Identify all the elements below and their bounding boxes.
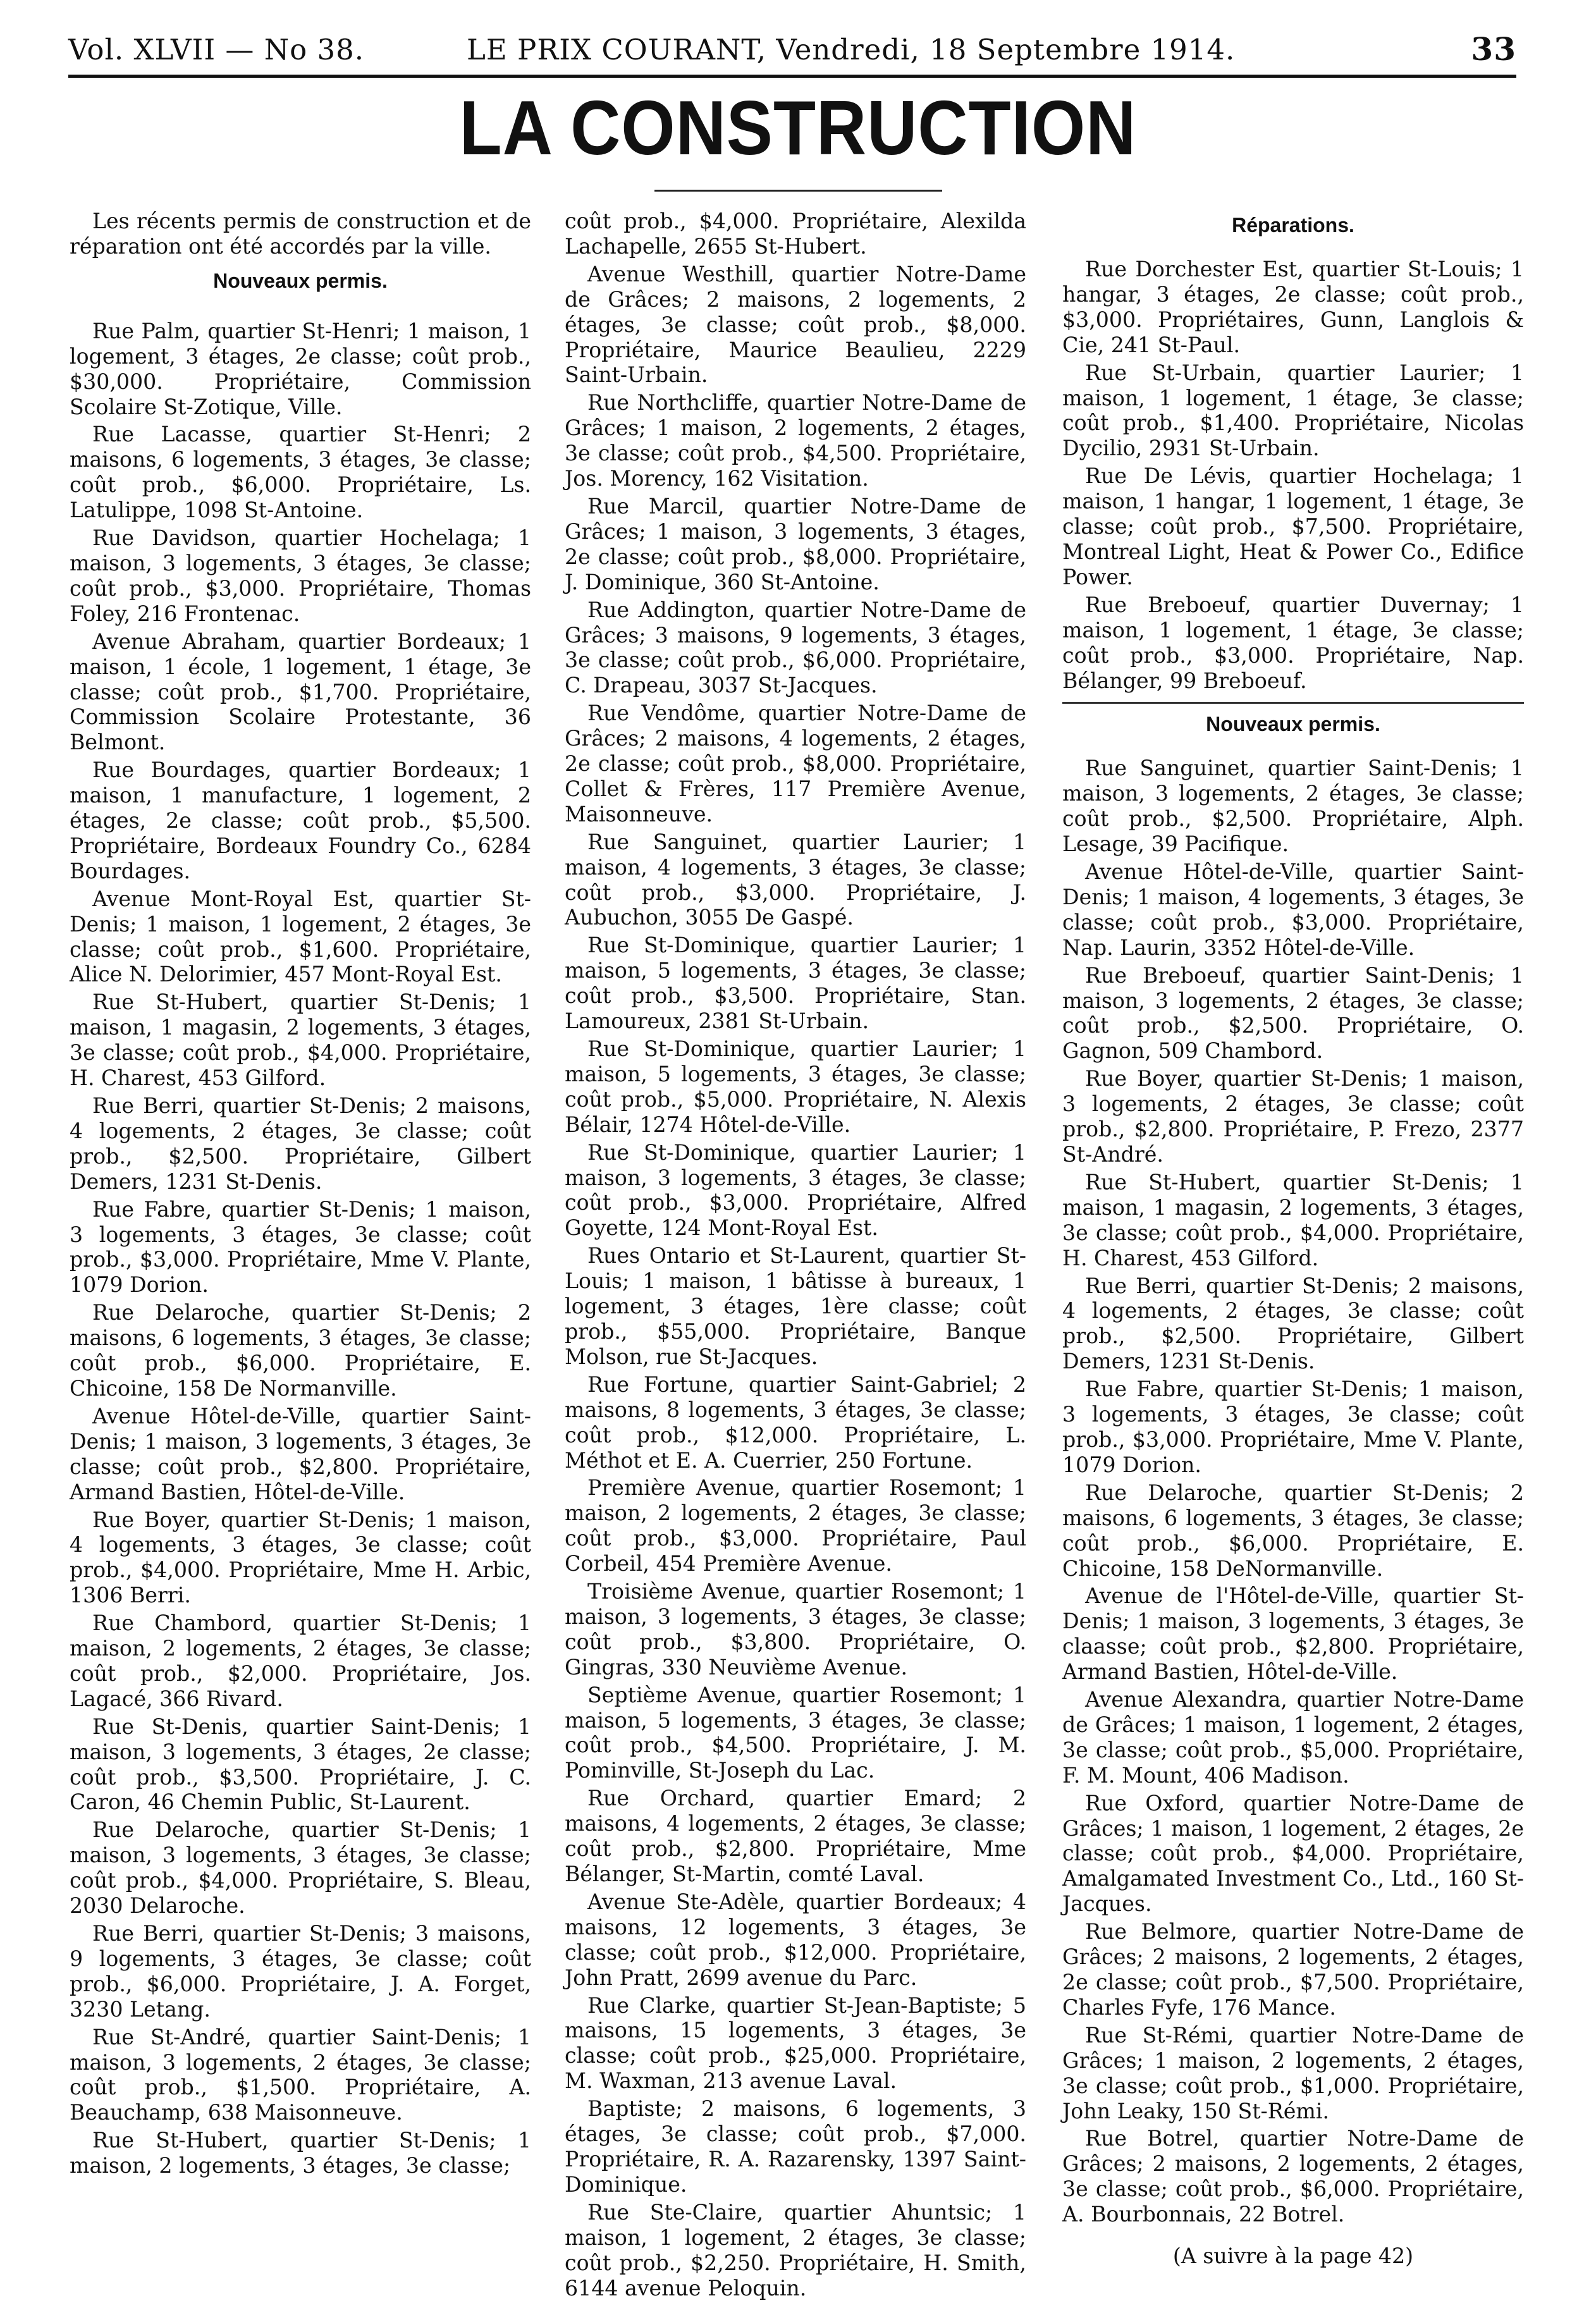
permit-entry: Rue Berri, quartier St-Denis; 3 maisons, 9 logements, 3 étages, 3e classe; coût prob., $6,000. Propriétaire, J. A. Forget, 3230 Letang. bbox=[70, 1921, 531, 2022]
permit-entry: Rue Lacasse, quartier St-Henri; 2 maisons, 6 logements, 3 étages, 3e classe; coût prob., $6,000. Propriétaire, Ls. Latulippe, 1098 St-Antoine. bbox=[70, 422, 531, 523]
permit-list bbox=[1062, 756, 1524, 2227]
publication-date: LE PRIX COURANT, Vendredi, 18 Septembre 1914. bbox=[467, 33, 1236, 66]
permit-entry: Rue Delaroche, quartier St-Denis; 1 maison, 3 logements, 3 étages, 3e classe; coût prob., $4,000. Propriétaire, S. Bleau, 2030 Delaroche. bbox=[70, 1817, 531, 1919]
permit-entry: Rue Fabre, quartier St-Denis; 1 maison, 3 logements, 3 étages, 3e classe; coût prob., $3,000. Propriétaire, Mme V. Plante, 1079 Dorion. bbox=[1062, 1377, 1524, 1477]
permit-entry: Avenue Ste-Adèle, quartier Bordeaux; 4 maisons, 12 logements, 3 étages, 3e classe; coût prob., $12,000. Propriétaire, John Pratt, 2699 avenue du Parc. bbox=[565, 1889, 1026, 1990]
permit-entry: Rue Fabre, quartier St-Denis; 1 maison, 3 logements, 3 étages, 3e classe; coût prob., $3,000. Propriétaire, Mme V. Plante, 1079 Dorion. bbox=[70, 1196, 531, 1298]
permit-entry: Rue Sanguinet, quartier Saint-Denis; 1 maison, 3 logements, 2 étages, 3e classe; coût prob., $2,500. Propriétaire, Alph. Lesage, 39 Pacifique. bbox=[1062, 756, 1524, 857]
permit-entry: Rue Boyer, quartier St-Denis; 1 maison, 3 logements, 2 étages, 3e classe; coût prob., $2,800. Propriétaire, P. Frezo, 2377 St-André. bbox=[1062, 1066, 1524, 1167]
permit-entry: Rue Davidson, quartier Hochelaga; 1 maison, 3 logements, 3 étages, 3e classe; coût prob., $3,000. Propriétaire, Thomas Foley, 216 Frontenac. bbox=[70, 525, 531, 626]
permit-entry: Rue Ste-Claire, quartier Ahuntsic; 1 maison, 1 logement, 2 étages, 3e classe; coût prob., $2,250. Propriétaire, H. Smith, 6144 avenue Peloquin. bbox=[565, 2199, 1026, 2300]
permit-entry: Rue St-André, quartier Saint-Denis; 1 maison, 3 logements, 2 étages, 3e classe; coût prob., $1,500. Propriétaire, A. Beauchamp, 638 Maisonneuve. bbox=[70, 2024, 531, 2125]
permit-entry: Rue Delaroche, quartier St-Denis; 2 maisons, 6 logements, 3 étages, 3e classe; coût prob., $6,000. Propriétaire, E. Chicoine, 158 DeNormanville. bbox=[1062, 1480, 1524, 1581]
permit-entry: Avenue Mont-Royal Est, quartier St-Denis; 1 maison, 1 logement, 2 étages, 3e classe; coût prob., $1,600. Propriétaire, Alice N. Delorimier, 457 Mont-Royal Est. bbox=[70, 886, 531, 987]
permit-entry: Avenue Alexandra, quartier Notre-Dame de Grâces; 1 maison, 1 logement, 2 étages, 3e classe; coût prob., $5,000. Propriétaire, F. M. Mount, 406 Madison. bbox=[1062, 1687, 1524, 1788]
intro-paragraph: Les récents permis de construction et de réparation ont été accordés par la ville. bbox=[70, 209, 531, 259]
volume-number: Vol. XLVII — No 38. bbox=[68, 33, 365, 66]
permit-entry: Rue Chambord, quartier St-Denis; 1 maison, 2 logements, 2 étages, 3e classe; coût prob., $2,000. Propriétaire, Jos. Lagacé, 366 Rivard. bbox=[70, 1611, 531, 1711]
permit-entry: Rue Marcil, quartier Notre-Dame de Grâces; 1 maison, 3 logements, 3 étages, 2e classe; coût prob., $8,000. Propriétaire, J. Dominique, 360 St-Antoine. bbox=[565, 493, 1026, 594]
permit-entry: Rue Palm, quartier St-Henri; 1 maison, 1 logement, 3 étages, 2e classe; coût prob., $30,000. Propriétaire, Commission Scolaire St-Zotique, Ville. bbox=[70, 318, 531, 419]
permit-entry: Rue Sanguinet, quartier Laurier; 1 maison, 4 logements, 3 étages, 3e classe; coût prob., $3,000. Propriétaire, J. Aubuchon, 3055 De Gaspé. bbox=[565, 829, 1026, 930]
permit-entry: Rue St-Urbain, quartier Laurier; 1 maison, 1 logement, 1 étage, 3e classe; coût prob., $1,400. Propriétaire, Nicolas Dycilio, 2931 St-Urbain. bbox=[1062, 360, 1524, 461]
permit-entry: Rue Clarke, quartier St-Jean-Baptiste; 5 maisons, 15 logements, 3 étages, 3e classe; coût prob., $25,000. Propriétaire, M. Waxman, 213 avenue Laval. bbox=[565, 1993, 1026, 2094]
permit-entry: Avenue Hôtel-de-Ville, quartier Saint-Denis; 1 maison, 4 logements, 3 étages, 3e classe; coût prob., $3,000. Propriétaire, Nap. Laurin, 3352 Hôtel-de-Ville. bbox=[1062, 859, 1524, 960]
permit-entry: Rue St-Hubert, quartier St-Denis; 1 maison, 1 magasin, 2 logements, 3 étages, 3e classe; coût prob., $4,000. Propriétaire, H. Charest, 453 Gilford. bbox=[70, 990, 531, 1091]
permit-entry: Rue Orchard, quartier Emard; 2 maisons, 4 logements, 2 étages, 3e classe; coût prob., $2,800. Propriétaire, Mme Bélanger, St-Martin, comté Laval. bbox=[565, 1786, 1026, 1886]
permit-entry: Rue St-Dominique, quartier Laurier; 1 maison, 5 logements, 3 étages, 3e classe; coût prob., $5,000. Propriétaire, N. Alexis Bélair, 1274 Hôtel-de-Ville. bbox=[565, 1036, 1026, 1137]
permit-entry: Rue Delaroche, quartier St-Denis; 2 maisons, 6 logements, 3 étages, 3e classe; coût prob., $6,000. Propriétaire, E. Chicoine, 158 De Normanville. bbox=[70, 1300, 531, 1401]
permit-entry: Rue St-Dominique, quartier Laurier; 1 maison, 5 logements, 3 étages, 3e classe; coût prob., $3,500. Propriétaire, Stan. Lamoureux, 2381 St-Urbain. bbox=[565, 933, 1026, 1034]
header-rule bbox=[68, 75, 1516, 78]
permit-entry: Rue St-Denis, quartier Saint-Denis; 1 maison, 3 logements, 3 étages, 2e classe; coût prob., $3,500. Propriétaire, J. C. Caron, 46 Chemin Public, St-Laurent. bbox=[70, 1714, 531, 1815]
permit-list bbox=[70, 319, 531, 2178]
permit-entry: Rue Northcliffe, quartier Notre-Dame de Grâces; 1 maison, 2 logements, 2 étages, 3e classe; coût prob., $4,500. Propriétaire, Jos. Morency, 162 Visitation. bbox=[565, 390, 1026, 491]
page-number: 33 bbox=[1471, 30, 1516, 68]
permit-entry: Rue Breboeuf, quartier Duvernay; 1 maison, 1 logement, 1 étage, 3e classe; coût prob., $3,000. Propriétaire, Nap. Bélanger, 99 Breboeuf. bbox=[1062, 592, 1524, 693]
section-heading-new-permits: Nouveaux permis. bbox=[213, 269, 388, 292]
permit-entry: Septième Avenue, quartier Rosemont; 1 maison, 5 logements, 3 étages, 3e classe; coût prob., $4,500. Propriétaire, J. M. Pominville, St-Joseph du Lac. bbox=[565, 1682, 1026, 1783]
continuation-note: (A suivre à la page 42) bbox=[1172, 2244, 1414, 2269]
permit-entry: Rue Berri, quartier St-Denis; 2 maisons, 4 logements, 2 étages, 3e classe; coût prob., $2,500. Propriétaire, Gilbert Demers, 1231 St-Denis. bbox=[70, 1093, 531, 1194]
permit-entry: Rue Vendôme, quartier Notre-Dame de Grâces; 2 maisons, 4 logements, 2 étages, 2e classe; coût prob., $8,000. Propriétaire, Collet & Frères, 117 Première Avenue, Maisonneuve. bbox=[565, 701, 1026, 826]
permit-entry: Rue St-Dominique, quartier Laurier; 1 maison, 3 logements, 3 étages, 3e classe; coût prob., $3,000. Propriétaire, Alfred Goyette, 124 Mont-Royal Est. bbox=[565, 1139, 1026, 1241]
permit-entry: Rue St-Rémi, quartier Notre-Dame de Grâces; 1 maison, 2 logements, 2 étages, 3e classe; coût prob., $1,000. Propriétaire, John Leaky, 150 St-Rémi. bbox=[1062, 2022, 1524, 2123]
permit-entry: Rues Ontario et St-Laurent, quartier St-Louis; 1 maison, 1 bâtisse à bureaux, 1 logement, 3 étages, 1ère classe; coût prob., $55,000. Propriétaire, Banque Molson, rue St-Jacques. bbox=[565, 1243, 1026, 1369]
section-heading-repairs: Réparations. bbox=[1232, 214, 1354, 236]
permit-entry: Rue Bourdages, quartier Bordeaux; 1 maison, 1 manufacture, 1 logement, 2 étages, 2e classe; coût prob., $5,500. Propriétaire, Bordeaux Foundry Co., 6284 Bourdages. bbox=[70, 758, 531, 883]
permit-entry: Rue Boyer, quartier St-Denis; 1 maison, 4 logements, 3 étages, 3e classe; coût prob., $4,000. Propriétaire, Mme H. Arbic, 1306 Berri. bbox=[70, 1507, 531, 1608]
permit-list bbox=[565, 262, 1026, 2301]
repair-list bbox=[1062, 257, 1524, 693]
permit-entry: Rue Dorchester Est, quartier St-Louis; 1 hangar, 3 étages, 2e classe; coût prob., $3,000. Propriétaires, Gunn, Langlois & Cie, 241 St-Paul. bbox=[1062, 257, 1524, 357]
permit-entry: Rue Belmore, quartier Notre-Dame de Grâces; 2 maisons, 2 logements, 2 étages, 2e classe; coût prob., $7,500. Propriétaire, Charles Fyfe, 176 Mance. bbox=[1062, 1919, 1524, 2020]
permit-entry: Rue De Lévis, quartier Hochelaga; 1 maison, 1 hangar, 1 logement, 1 étage, 3e classe; coût prob., $7,500. Propriétaire, Montreal Light, Heat & Power Co., Edifice Power. bbox=[1062, 464, 1524, 589]
page-header bbox=[68, 27, 1516, 71]
permit-entry: Avenue de l'Hôtel-de-Ville, quartier St-Denis; 1 maison, 3 logements, 3 étages, 3e claasse; coût prob., $2,800. Propriétaire, Armand Bastien, Hôtel-de-Ville. bbox=[1062, 1583, 1524, 1685]
column-2 bbox=[565, 209, 1026, 2303]
permit-entry: Rue St-Hubert, quartier St-Denis; 1 maison, 2 logements, 3 étages, 3e classe; bbox=[70, 2128, 531, 2178]
permit-entry: Rue Breboeuf, quartier Saint-Denis; 1 maison, 3 logements, 2 étages, 3e classe; coût prob., $2,500. Propriétaire, O. Gagnon, 509 Chambord. bbox=[1062, 962, 1524, 1064]
permit-entry: Rue Berri, quartier St-Denis; 2 maisons, 4 logements, 2 étages, 3e classe; coût prob., $2,500. Propriétaire, Gilbert Demers, 1231 St-Denis. bbox=[1062, 1273, 1524, 1374]
column-3 bbox=[1062, 209, 1524, 2271]
permit-entry: Baptiste; 2 maisons, 6 logements, 3 étages, 3e classe; coût prob., $7,000. Propriétaire, R. A. Razarensky, 1397 Saint-Dominique. bbox=[565, 2096, 1026, 2197]
permit-entry: Avenue Hôtel-de-Ville, quartier Saint-Denis; 1 maison, 3 logements, 3 étages, 3e classe; coût prob., $2,800. Propriétaire, Armand Bastien, Hôtel-de-Ville. bbox=[70, 1403, 531, 1504]
section-heading-new-permits: Nouveaux permis. bbox=[1206, 713, 1380, 736]
continued-entry: coût prob., $4,000. Propriétaire, Alexilda Lachapelle, 2655 St-Hubert. bbox=[565, 209, 1026, 259]
permit-entry: Rue Fortune, quartier Saint-Gabriel; 2 maisons, 8 logements, 3 étages, 3e classe; coût prob., $12,000. Propriétaire, L. Méthot et E. A. Cuerrier, 250 Fortune. bbox=[565, 1372, 1026, 1473]
permit-entry: Rue Botrel, quartier Notre-Dame de Grâces; 2 maisons, 2 logements, 2 étages, 3e classe; coût prob., $6,000. Propriétaire, A. Bourbonnais, 22 Botrel. bbox=[1062, 2126, 1524, 2227]
permit-entry: Avenue Abraham, quartier Bordeaux; 1 maison, 1 école, 1 logement, 1 étage, 3e classe; coût prob., $1,700. Propriétaire, Commission Scolaire Protestante, 36 Belmont. bbox=[70, 629, 531, 755]
permit-entry: Avenue Westhill, quartier Notre-Dame de Grâces; 2 maisons, 2 logements, 2 étages, 3e classe; coût prob., $8,000. Propriétaire, Maurice Beaulieu, 2229 Saint-Urbain. bbox=[565, 261, 1026, 388]
permit-entry: Rue Addington, quartier Notre-Dame de Grâces; 3 maisons, 9 logements, 3 étages, 3e classe; coût prob., $6,000. Propriétaire, C. Drapeau, 3037 St-Jacques. bbox=[565, 597, 1026, 698]
permit-entry: Rue Oxford, quartier Notre-Dame de Grâces; 1 maison, 1 logement, 2 étages, 2e classe; coût prob., $4,000. Propriétaire, Amalgamated Investment Co., Ltd., 160 St-Jacques. bbox=[1062, 1790, 1524, 1917]
permit-entry: Troisième Avenue, quartier Rosemont; 1 maison, 3 logements, 3 étages, 3e classe; coût prob., $3,800. Propriétaire, O. Gingras, 330 Neuvième Avenue. bbox=[565, 1579, 1026, 1680]
column-1 bbox=[70, 209, 531, 2181]
title-rule bbox=[654, 190, 942, 192]
section-divider bbox=[1062, 702, 1524, 704]
permit-entry: Rue St-Hubert, quartier St-Denis; 1 maison, 1 magasin, 2 logements, 3 étages, 3e classe; coût prob., $4,000. Propriétaire, H. Charest, 453 Gilford. bbox=[1062, 1169, 1524, 1270]
permit-entry: Première Avenue, quartier Rosemont; 1 maison, 2 logements, 2 étages, 3e classe; coût prob., $3,000. Propriétaire, Paul Corbeil, 454 Première Avenue. bbox=[565, 1475, 1026, 1576]
page-title: LA CONSTRUCTION bbox=[459, 85, 1137, 171]
